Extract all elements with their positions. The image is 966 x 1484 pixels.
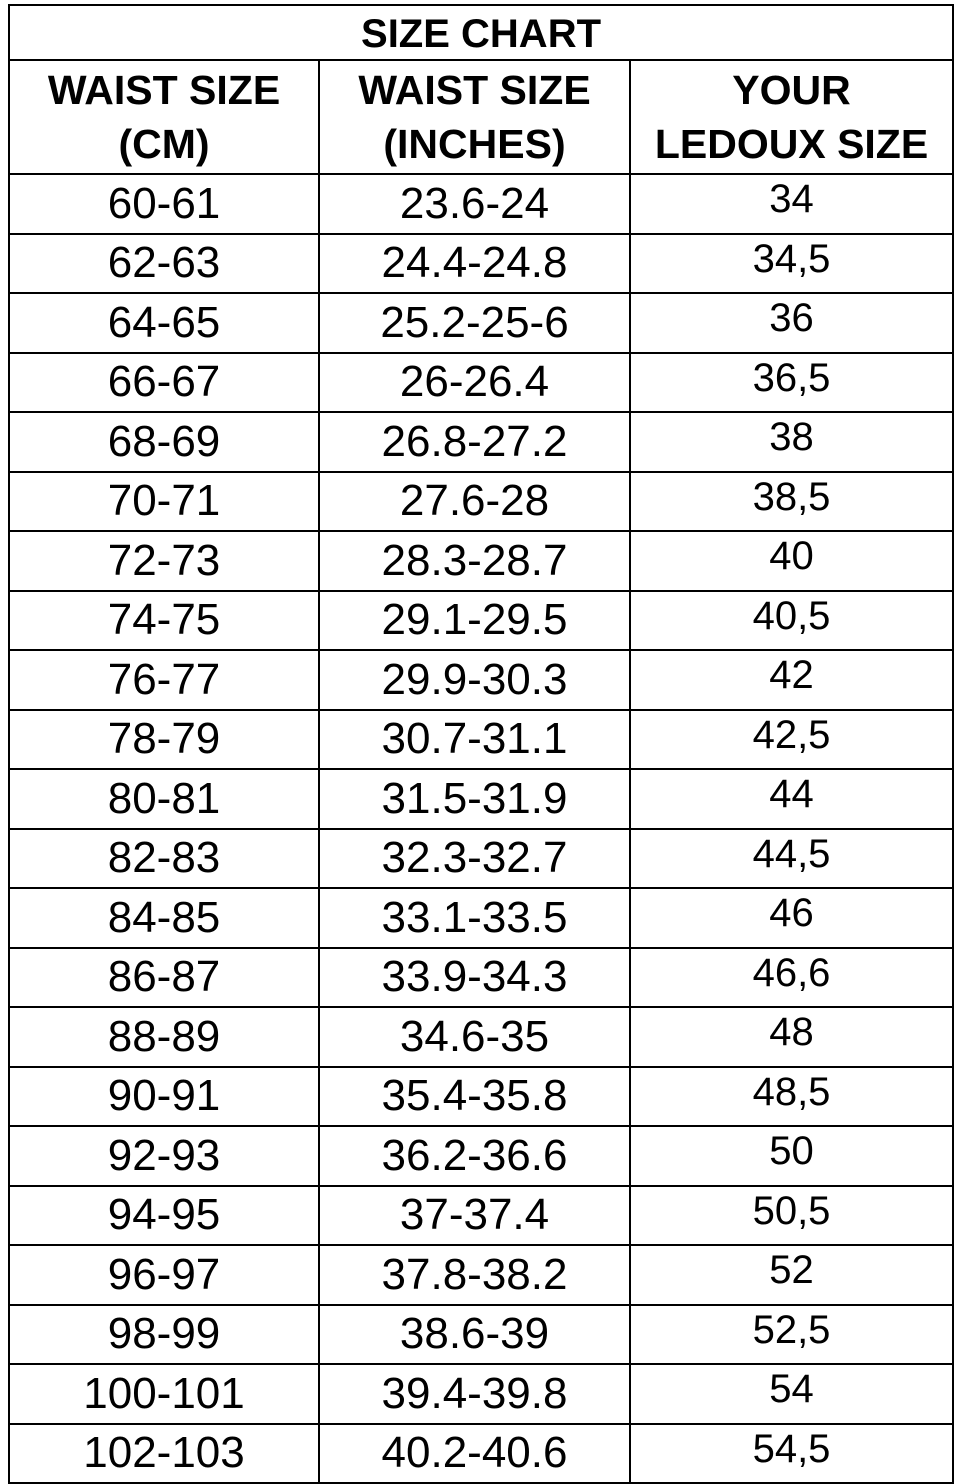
cell-waist-cm: 98-99 xyxy=(9,1305,319,1365)
cell-waist-inches: 40.2-40.6 xyxy=(319,1424,630,1484)
cell-waist-inches: 31.5-31.9 xyxy=(319,769,630,829)
cell-waist-inches: 29.9-30.3 xyxy=(319,650,630,710)
cell-waist-inches: 34.6-35 xyxy=(319,1007,630,1067)
header-ledoux-size-line2: LEDOUX SIZE xyxy=(654,121,929,167)
cell-waist-cm: 90-91 xyxy=(9,1067,319,1127)
header-waist-inches xyxy=(319,60,630,174)
cell-ledoux-size: 46 xyxy=(630,888,953,948)
cell-waist-cm: 86-87 xyxy=(9,948,319,1008)
header-ledoux-size-line1: YOUR xyxy=(732,67,851,113)
cell-waist-cm: 70-71 xyxy=(9,472,319,532)
cell-ledoux-size: 42,5 xyxy=(630,710,953,770)
table-row xyxy=(9,769,953,829)
cell-waist-cm: 96-97 xyxy=(9,1245,319,1305)
table-row xyxy=(9,710,953,770)
cell-waist-cm: 100-101 xyxy=(9,1364,319,1424)
cell-waist-inches: 39.4-39.8 xyxy=(319,1364,630,1424)
header-waist-cm xyxy=(9,60,319,174)
table-row xyxy=(9,472,953,532)
cell-waist-inches: 23.6-24 xyxy=(319,174,630,234)
cell-waist-inches: 38.6-39 xyxy=(319,1305,630,1365)
cell-waist-cm: 92-93 xyxy=(9,1126,319,1186)
cell-waist-inches: 33.9-34.3 xyxy=(319,948,630,1008)
header-waist-inches-line2: (INCHES) xyxy=(383,121,566,167)
cell-ledoux-size: 46,6 xyxy=(630,948,953,1008)
cell-waist-cm: 94-95 xyxy=(9,1186,319,1246)
cell-waist-cm: 102-103 xyxy=(9,1424,319,1484)
cell-waist-cm: 76-77 xyxy=(9,650,319,710)
cell-ledoux-size: 40 xyxy=(630,531,953,591)
cell-waist-inches: 36.2-36.6 xyxy=(319,1126,630,1186)
cell-waist-cm: 74-75 xyxy=(9,591,319,651)
cell-waist-inches: 33.1-33.5 xyxy=(319,888,630,948)
table-row xyxy=(9,1305,953,1365)
cell-ledoux-size: 54,5 xyxy=(630,1424,953,1484)
size-rows xyxy=(9,174,953,1483)
table-row xyxy=(9,531,953,591)
cell-waist-cm: 80-81 xyxy=(9,769,319,829)
cell-ledoux-size: 48,5 xyxy=(630,1067,953,1127)
cell-waist-inches: 26.8-27.2 xyxy=(319,412,630,472)
table-row xyxy=(9,829,953,889)
header-waist-cm-line2: (CM) xyxy=(118,121,210,167)
header-waist-cm-line1: WAIST SIZE xyxy=(47,67,281,113)
table-row xyxy=(9,1186,953,1246)
table-row xyxy=(9,353,953,413)
cell-ledoux-size: 34,5 xyxy=(630,234,953,294)
cell-waist-inches: 28.3-28.7 xyxy=(319,531,630,591)
header-waist-inches-line1: WAIST SIZE xyxy=(358,67,591,113)
table-row xyxy=(9,1364,953,1424)
cell-waist-inches: 37.8-38.2 xyxy=(319,1245,630,1305)
cell-waist-cm: 78-79 xyxy=(9,710,319,770)
header-ledoux-size xyxy=(630,60,953,174)
cell-waist-inches: 37-37.4 xyxy=(319,1186,630,1246)
cell-waist-cm: 62-63 xyxy=(9,234,319,294)
cell-ledoux-size: 52,5 xyxy=(630,1305,953,1365)
cell-waist-cm: 88-89 xyxy=(9,1007,319,1067)
table-row xyxy=(9,293,953,353)
table-row xyxy=(9,888,953,948)
table-row xyxy=(9,1424,953,1484)
cell-ledoux-size: 38 xyxy=(630,412,953,472)
cell-waist-inches: 32.3-32.7 xyxy=(319,829,630,889)
cell-waist-cm: 68-69 xyxy=(9,412,319,472)
cell-ledoux-size: 44 xyxy=(630,769,953,829)
cell-waist-inches: 27.6-28 xyxy=(319,472,630,532)
cell-ledoux-size: 52 xyxy=(630,1245,953,1305)
cell-ledoux-size: 38,5 xyxy=(630,472,953,532)
table-row xyxy=(9,1007,953,1067)
cell-ledoux-size: 36 xyxy=(630,293,953,353)
cell-waist-cm: 84-85 xyxy=(9,888,319,948)
cell-waist-inches: 30.7-31.1 xyxy=(319,710,630,770)
table-row xyxy=(9,412,953,472)
cell-ledoux-size: 34 xyxy=(630,174,953,234)
title-row xyxy=(9,5,953,60)
cell-ledoux-size: 54 xyxy=(630,1364,953,1424)
cell-waist-inches: 26-26.4 xyxy=(319,353,630,413)
table-row xyxy=(9,948,953,1008)
table-row xyxy=(9,591,953,651)
cell-waist-cm: 72-73 xyxy=(9,531,319,591)
size-chart-table xyxy=(8,4,954,1484)
cell-ledoux-size: 50 xyxy=(630,1126,953,1186)
cell-ledoux-size: 42 xyxy=(630,650,953,710)
cell-waist-cm: 64-65 xyxy=(9,293,319,353)
table-row xyxy=(9,1245,953,1305)
cell-ledoux-size: 50,5 xyxy=(630,1186,953,1246)
table-row xyxy=(9,1126,953,1186)
cell-waist-inches: 35.4-35.8 xyxy=(319,1067,630,1127)
header-row xyxy=(9,60,953,174)
cell-waist-cm: 60-61 xyxy=(9,174,319,234)
table-row xyxy=(9,174,953,234)
cell-ledoux-size: 48 xyxy=(630,1007,953,1067)
cell-ledoux-size: 44,5 xyxy=(630,829,953,889)
chart-title: SIZE CHART xyxy=(9,5,953,60)
cell-waist-inches: 24.4-24.8 xyxy=(319,234,630,294)
cell-waist-cm: 82-83 xyxy=(9,829,319,889)
cell-waist-inches: 25.2-25-6 xyxy=(319,293,630,353)
cell-ledoux-size: 40,5 xyxy=(630,591,953,651)
cell-waist-cm: 66-67 xyxy=(9,353,319,413)
table-row xyxy=(9,650,953,710)
cell-ledoux-size: 36,5 xyxy=(630,353,953,413)
table-row xyxy=(9,1067,953,1127)
table-row xyxy=(9,234,953,294)
cell-waist-inches: 29.1-29.5 xyxy=(319,591,630,651)
